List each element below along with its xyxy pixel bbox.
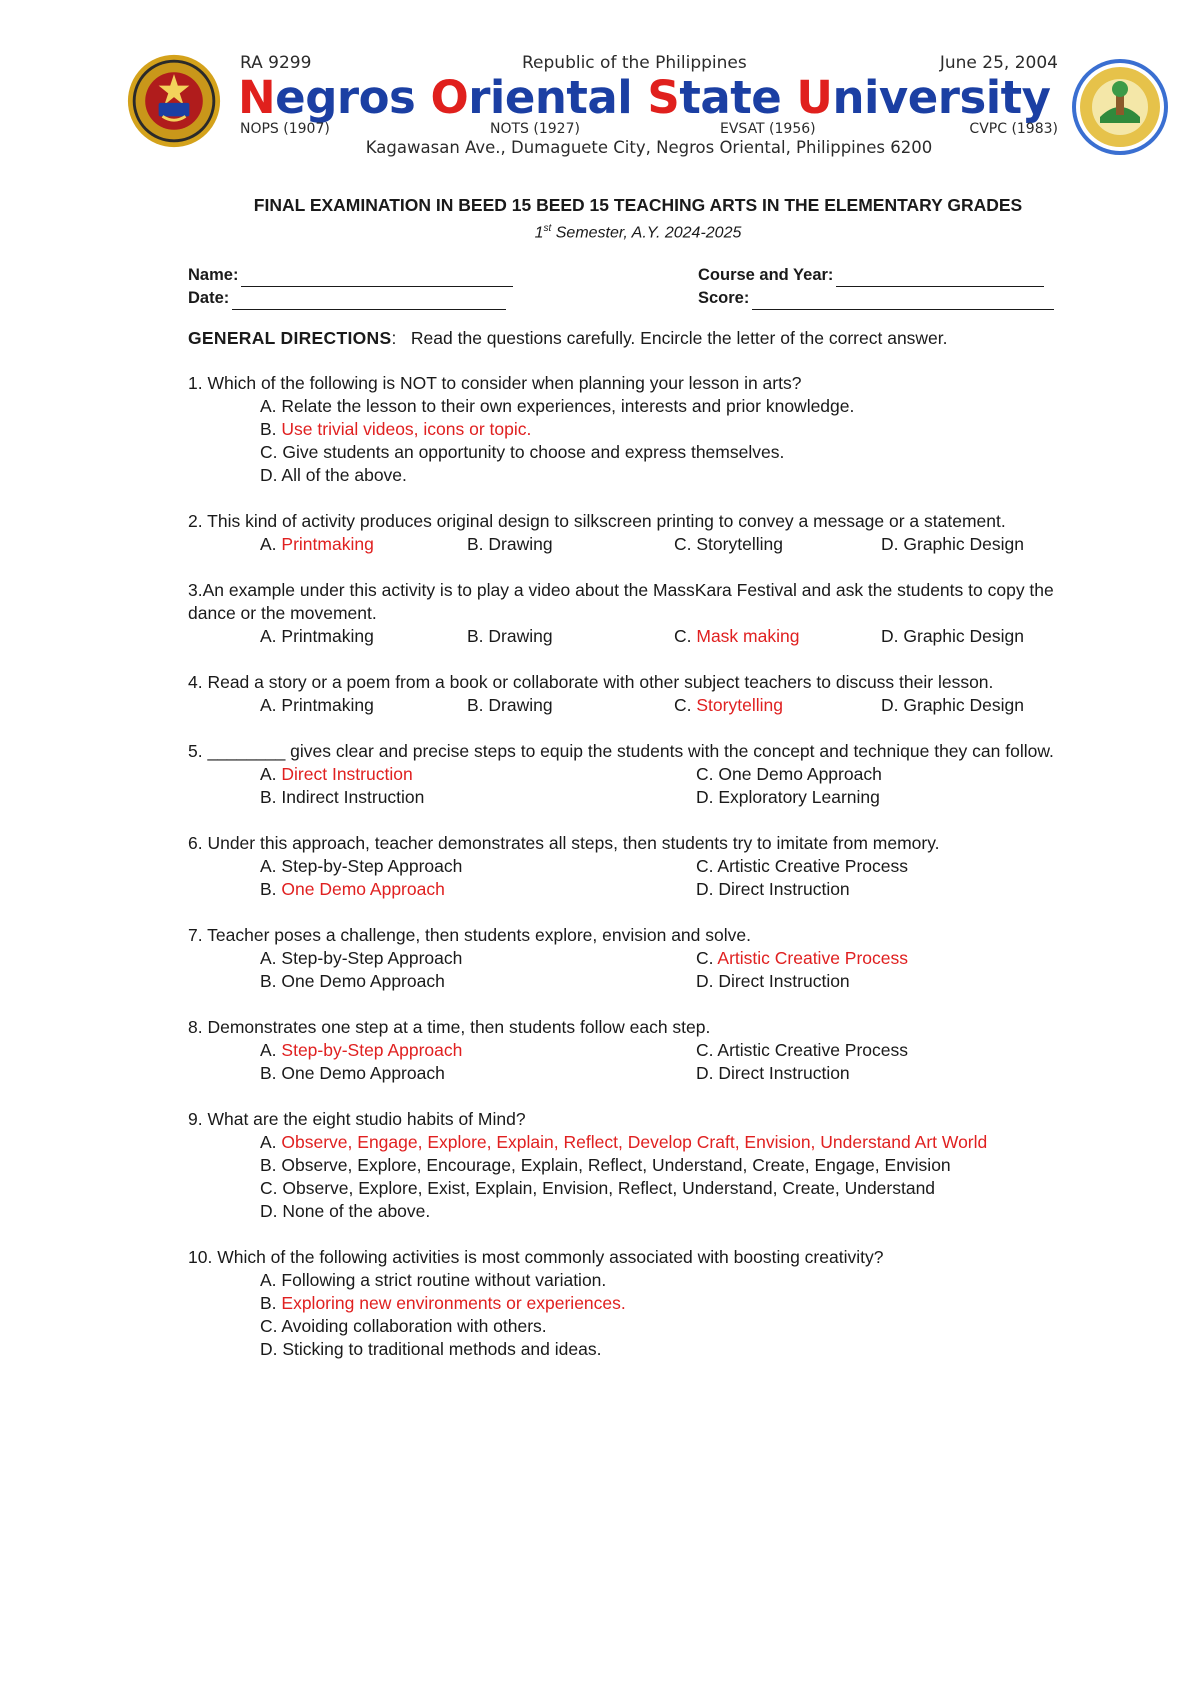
q1-option-c[interactable]: C. Give students an opportunity to choose and express themselves.	[260, 442, 785, 463]
q10-option-b[interactable]: B. Exploring new environments or experiences.	[260, 1293, 626, 1314]
q8-option-b[interactable]: B. One Demo Approach	[260, 1063, 445, 1084]
university-word-negros: egros	[275, 71, 431, 124]
q6-option-b[interactable]: B. One Demo Approach	[260, 879, 445, 900]
q9-option-a[interactable]: A. Observe, Engage, Explore, Explain, Reflect, Develop Craft, Envision, Understand Art World	[260, 1132, 988, 1153]
q3-option-c[interactable]: C. Mask making	[674, 626, 800, 647]
q2-option-c[interactable]: C. Storytelling	[674, 534, 783, 555]
date-blank-line[interactable]	[232, 291, 506, 310]
q4-option-c[interactable]: C. Storytelling	[674, 695, 783, 716]
q3-option-a[interactable]: A. Printmaking	[260, 626, 374, 647]
q6-option-c[interactable]: C. Artistic Creative Process	[696, 856, 909, 877]
question-7-options	[260, 947, 1088, 993]
university-word-state: tate	[679, 71, 797, 124]
question-9-options	[260, 1131, 1088, 1223]
name-field[interactable]	[188, 264, 513, 287]
q7-option-b[interactable]: B. One Demo Approach	[260, 971, 445, 992]
q8-option-c[interactable]: C. Artistic Creative Process	[696, 1040, 909, 1061]
q5-option-b[interactable]: B. Indirect Instruction	[260, 787, 425, 808]
name-blank-line[interactable]	[241, 268, 513, 287]
college-of-education-seal-icon	[1070, 57, 1170, 157]
q4-answer: Storytelling	[696, 695, 783, 716]
q7-answer: Artistic Creative Process	[717, 948, 909, 969]
history-nots: NOTS (1927)	[490, 121, 580, 137]
history-evsat: EVSAT (1956)	[720, 121, 816, 137]
general-directions	[188, 327, 1088, 350]
question-1-options	[260, 395, 1088, 487]
q2-answer: Printmaking	[281, 534, 374, 555]
q7-option-c[interactable]: C. Artistic Creative Process	[696, 948, 909, 969]
q2-option-b[interactable]: B. Drawing	[467, 534, 553, 555]
question-1	[188, 372, 1088, 487]
q6-option-a[interactable]: A. Step-by-Step Approach	[260, 856, 463, 877]
directions-colon: :	[391, 328, 397, 349]
question-9-text: 9. What are the eight studio habits of Mind?	[188, 1109, 526, 1130]
question-5-text: 5. ________ gives clear and precise steps to equip the students with the concept and technique they can follow.	[188, 741, 1054, 762]
q3-option-b[interactable]: B. Drawing	[467, 626, 553, 647]
question-8	[188, 1016, 1088, 1085]
q10-option-d[interactable]: D. Sticking to traditional methods and ideas.	[260, 1339, 602, 1360]
q1-option-d[interactable]: D. All of the above.	[260, 465, 407, 486]
q2-option-d[interactable]: D. Graphic Design	[881, 534, 1024, 555]
question-3	[188, 579, 1088, 648]
letterhead	[0, 0, 1200, 170]
q9-option-c[interactable]: C. Observe, Explore, Exist, Explain, Envision, Reflect, Understand, Create, Understand	[260, 1178, 936, 1199]
university-word-university: niversity	[832, 71, 1051, 124]
q5-option-c[interactable]: C. One Demo Approach	[696, 764, 882, 785]
q9-option-b[interactable]: B. Observe, Explore, Encourage, Explain, Reflect, Understand, Create, Engage, Envision	[260, 1155, 951, 1176]
question-2	[188, 510, 1088, 556]
score-field[interactable]	[698, 287, 1054, 310]
university-initial-n: N	[238, 71, 276, 124]
question-8-text: 8. Demonstrates one step at a time, then students follow each step.	[188, 1017, 711, 1038]
course-year-blank-line[interactable]	[836, 268, 1044, 287]
q5-option-d[interactable]: D. Exploratory Learning	[696, 787, 880, 808]
question-5	[188, 740, 1088, 809]
history-nops: NOPS (1907)	[240, 121, 330, 137]
q4-option-a[interactable]: A. Printmaking	[260, 695, 374, 716]
semester-text: Semester, A.Y. 2024-2025	[551, 224, 742, 242]
q6-answer: One Demo Approach	[281, 879, 445, 900]
q3-answer: Mask making	[696, 626, 800, 647]
university-initial-s: S	[647, 71, 680, 124]
q10-option-c[interactable]: C. Avoiding collaboration with others.	[260, 1316, 547, 1337]
question-6-text: 6. Under this approach, teacher demonstrates all steps, then students try to imitate from memory.	[188, 833, 940, 854]
date-label: Date:	[188, 289, 230, 308]
question-4	[188, 671, 1088, 717]
question-7-text: 7. Teacher poses a challenge, then students explore, envision and solve.	[188, 925, 751, 946]
q7-option-d[interactable]: D. Direct Instruction	[696, 971, 850, 992]
q1-option-b[interactable]: B. Use trivial videos, icons or topic.	[260, 419, 532, 440]
q8-option-d[interactable]: D. Direct Instruction	[696, 1063, 850, 1084]
question-2-options	[260, 533, 1088, 556]
university-name	[238, 72, 1058, 124]
q5-option-a[interactable]: A. Direct Instruction	[260, 764, 413, 785]
question-3-options	[260, 625, 1088, 648]
university-initial-o: O	[430, 71, 469, 124]
q6-option-d[interactable]: D. Direct Instruction	[696, 879, 850, 900]
score-blank-line[interactable]	[752, 291, 1054, 310]
q2-option-a[interactable]: A. Printmaking	[260, 534, 374, 555]
q3-option-d[interactable]: D. Graphic Design	[881, 626, 1024, 647]
q5-answer: Direct Instruction	[281, 764, 413, 785]
q9-option-d[interactable]: D. None of the above.	[260, 1201, 431, 1222]
question-1-text: 1. Which of the following is NOT to consider when planning your lesson in arts?	[188, 373, 802, 394]
directions-label: GENERAL DIRECTIONS	[188, 328, 392, 349]
q9-answer: Observe, Engage, Explore, Explain, Reflect, Develop Craft, Envision, Understand Art World	[281, 1132, 988, 1153]
name-label: Name:	[188, 266, 239, 285]
semester-number: 1	[534, 224, 544, 242]
course-year-field[interactable]	[698, 264, 1044, 287]
question-8-options	[260, 1039, 1088, 1085]
university-address: Kagawasan Ave., Dumaguete City, Negros Oriental, Philippines 6200	[365, 138, 933, 157]
q7-option-a[interactable]: A. Step-by-Step Approach	[260, 948, 463, 969]
q4-option-b[interactable]: B. Drawing	[467, 695, 553, 716]
exam-title: FINAL EXAMINATION IN BEED 15 BEED 15 TEACHING ARTS IN THE ELEMENTARY GRADES	[253, 195, 1023, 215]
question-10-text: 10. Which of the following activities is most commonly associated with boosting creativity?	[188, 1247, 884, 1268]
exam-content	[188, 194, 1088, 1384]
charter-date: June 25, 2004	[939, 53, 1058, 73]
question-4-options	[260, 694, 1088, 717]
q1-option-a[interactable]: A. Relate the lesson to their own experiences, interests and prior knowledge.	[260, 396, 855, 417]
date-field[interactable]	[188, 287, 506, 310]
history-cvpc: CVPC (1983)	[969, 121, 1058, 137]
norsu-seal-icon	[126, 53, 222, 149]
q10-option-a[interactable]: A. Following a strict routine without variation.	[260, 1270, 607, 1291]
republic-label: Republic of the Philippines	[522, 53, 747, 73]
question-10	[188, 1246, 1088, 1361]
university-word-oriental: riental	[468, 71, 648, 124]
student-info-fields	[188, 264, 1088, 312]
score-label: Score:	[698, 289, 750, 308]
question-7	[188, 924, 1088, 993]
q4-option-d[interactable]: D. Graphic Design	[881, 695, 1024, 716]
question-6-options	[260, 855, 1088, 901]
q10-answer: Exploring new environments or experiences.	[281, 1293, 626, 1314]
semester-label	[188, 217, 1088, 244]
question-3-text: 3.An example under this activity is to play a video about the MassKara Festival and ask the students to copy the dance or the movement.	[188, 580, 1054, 624]
republic-act-number: RA 9299	[240, 53, 312, 73]
question-2-text: 2. This kind of activity produces original design to silkscreen printing to convey a message or a statement.	[188, 511, 1006, 532]
semester-suffix: st	[543, 223, 552, 234]
q1-answer: Use trivial videos, icons or topic.	[281, 419, 532, 440]
question-6	[188, 832, 1088, 901]
university-initial-u: U	[796, 71, 833, 124]
course-year-label: Course and Year:	[698, 266, 834, 285]
q8-answer: Step-by-Step Approach	[281, 1040, 463, 1061]
question-4-text: 4. Read a story or a poem from a book or collaborate with other subject teachers to discuss their lesson.	[188, 672, 994, 693]
question-10-options	[260, 1269, 1088, 1361]
q8-option-a[interactable]: A. Step-by-Step Approach	[260, 1040, 463, 1061]
directions-text: Read the questions carefully. Encircle the letter of the correct answer.	[410, 328, 948, 349]
question-9	[188, 1108, 1088, 1223]
question-5-options	[260, 763, 1088, 809]
